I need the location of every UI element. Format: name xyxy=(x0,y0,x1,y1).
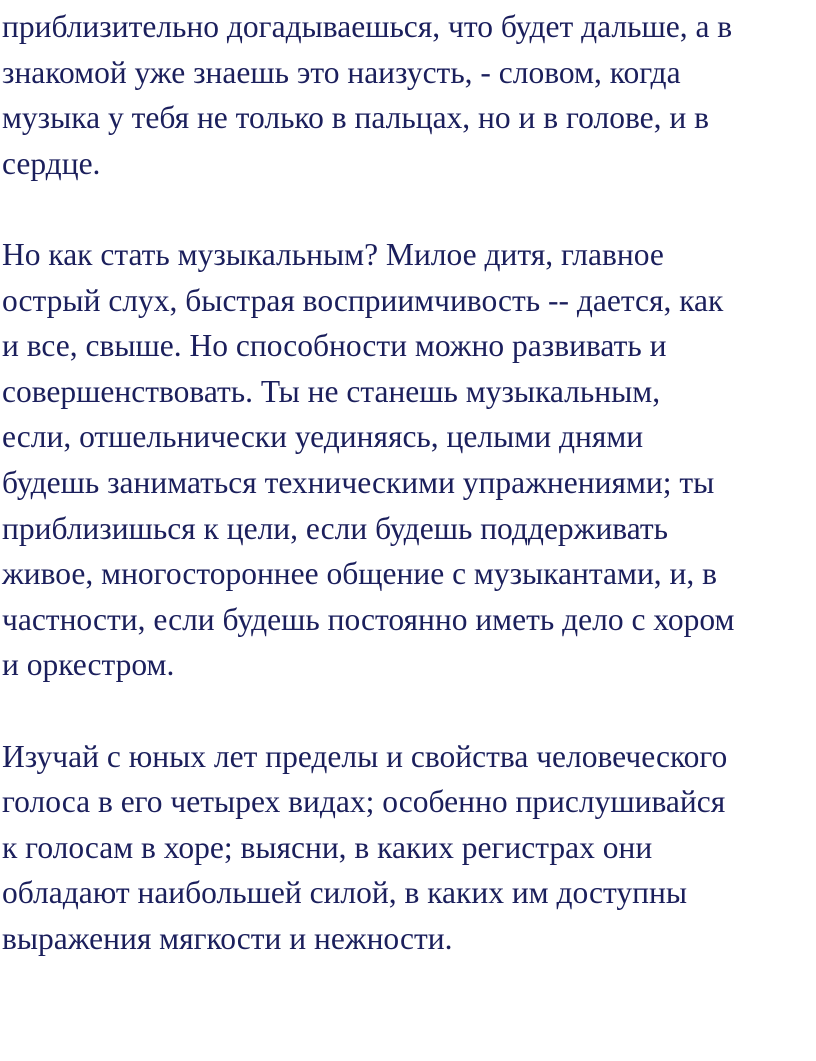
paragraph-spacer xyxy=(2,688,816,734)
text-line: и все, свыше. Но способности можно развивать и xyxy=(2,328,667,364)
text-line: приблизишься к цели, если будешь поддерживать xyxy=(2,510,669,546)
text-line: будешь заниматься техническими упражнениями; ты xyxy=(2,464,715,500)
text-line: и оркестром. xyxy=(2,647,175,683)
text-line: голоса в его четырех видах; особенно прислушивайся xyxy=(2,784,726,820)
text-line: Изучай с юных лет пределы и свойства человеческого xyxy=(2,738,728,774)
text-line: если, отшельнически уединяясь, целыми днями xyxy=(2,419,644,455)
paragraph-spacer xyxy=(2,186,816,232)
text-line: сердце. xyxy=(2,145,101,181)
text-line: приблизительно догадываешься, что будет дальше, а в xyxy=(2,9,733,44)
text-line: обладают наибольшей силой, в каких им доступны xyxy=(2,875,688,911)
text-line: частности, если будешь постоянно иметь дело с хором xyxy=(2,601,735,637)
text-line: острый слух, быстрая восприимчивость -- дается, как xyxy=(2,282,724,318)
text-line: живое, многостороннее общение с музыкантами, и, в xyxy=(2,556,718,592)
text-line: знакомой уже знаешь это наизусть, - словом, когда xyxy=(2,54,681,90)
text-line: совершенствовать. Ты не станешь музыкальным, xyxy=(2,373,661,409)
text-line: выражения мягкости и нежности. xyxy=(2,920,453,956)
text-line: к голосам в хоре; выясни, в каких регистрах они xyxy=(2,829,653,865)
paragraph-1 xyxy=(2,4,816,186)
text-line: Но как стать музыкальным? Милое дитя, главное xyxy=(2,236,664,272)
paragraph-2 xyxy=(2,232,816,688)
text-line: музыка у тебя не только в пальцах, но и в голове, и в xyxy=(2,100,709,136)
paragraph-3 xyxy=(2,734,816,962)
